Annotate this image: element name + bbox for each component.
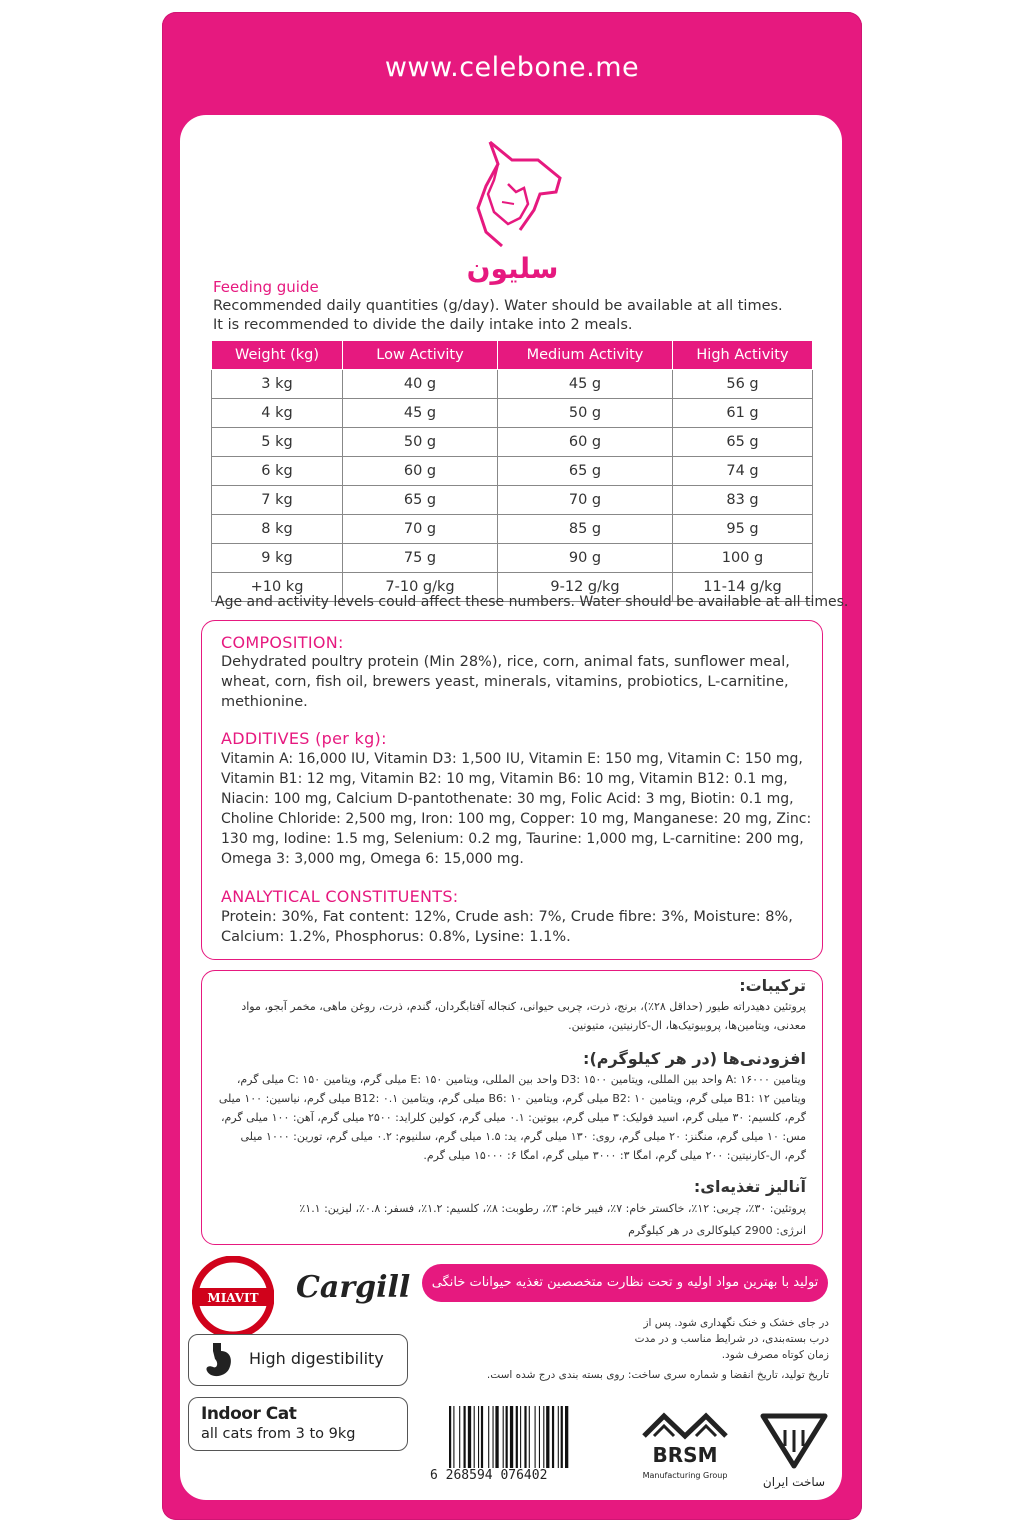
table-cell: 9 kg	[212, 544, 343, 573]
storage-line: در جای خشک و خنک نگهداری شود. پس از	[643, 1317, 829, 1329]
digestibility-badge	[188, 1334, 408, 1386]
table-cell: 5 kg	[212, 428, 343, 457]
digestibility-label: High digestibility	[249, 1349, 384, 1368]
made-in-iran-label: ساخت ایران	[762, 1475, 826, 1489]
persian-additives-title: افزودنی‌ها (در هر کیلوگرم):	[583, 1049, 806, 1068]
dog-cat-logo-icon	[468, 134, 568, 254]
table-cell: 40 g	[343, 370, 498, 399]
feeding-guide-line2: It is recommended to divide the daily intake into 2 meals.	[213, 317, 633, 333]
feeding-guide-line1: Recommended daily quantities (g/day). Water should be available at all times.	[213, 298, 783, 314]
table-row	[212, 486, 813, 515]
table-cell: 61 g	[673, 399, 813, 428]
table-row	[212, 399, 813, 428]
table-cell: 83 g	[673, 486, 813, 515]
table-cell: 11-14 g/kg	[673, 573, 813, 602]
table-cell: 65 g	[343, 486, 498, 515]
persian-analysis-text: پروتئین: ۳۰٪، چربی: ۱۲٪، خاکستر خام: ۷٪، فیبر خام: ۳٪، رطوبت: ۸٪، کلسیم: ۱.۲٪، فسفر: ۰.۸٪، لیزین: ۱.۱٪	[299, 1202, 806, 1215]
table-row	[212, 428, 813, 457]
miavit-logo	[192, 1256, 274, 1338]
composition-text: Dehydrated poultry protein (Min 28%), rice, corn, animal fats, sunflower meal, wheat, corn, fish oil, brewers yeast, minerals, vitamins, probiotics, L-carnitine, methionine.	[221, 654, 790, 710]
cargill-logo: Cargill	[296, 1270, 411, 1305]
table-cell: 85 g	[498, 515, 673, 544]
table-cell: 90 g	[498, 544, 673, 573]
made-in-iran-icon	[755, 1410, 833, 1490]
barcode-number: 6 268594 076402	[430, 1468, 548, 1483]
table-cell: 100 g	[673, 544, 813, 573]
header-high: High Activity	[673, 341, 813, 370]
quality-banner: تولید با بهترین مواد اولیه و تحت نظارت متخصصین تغذیه حیوانات خانگی	[422, 1264, 828, 1302]
feeding-note: Age and activity levels could affect these numbers. Water should be available at all times.	[215, 594, 849, 610]
table-cell: 9-12 g/kg	[498, 573, 673, 602]
brsm-logo	[640, 1410, 730, 1482]
table-cell: 8 kg	[212, 515, 343, 544]
table-cell: 70 g	[343, 515, 498, 544]
feeding-table-header	[212, 341, 813, 370]
table-cell: 65 g	[498, 457, 673, 486]
storage-instructions	[429, 1315, 829, 1383]
indoor-cat-subtitle: all cats from 3 to 9kg	[201, 1426, 356, 1442]
table-cell: 60 g	[343, 457, 498, 486]
table-cell: 50 g	[343, 428, 498, 457]
persian-analysis-title: آنالیز تغذیه‌ای:	[693, 1177, 806, 1196]
table-cell: 4 kg	[212, 399, 343, 428]
storage-line: تاریخ تولید، تاریخ انقضا و شماره سری ساخت: روی بسته بندی درج شده است.	[486, 1369, 829, 1381]
persian-composition-title: ترکیبات:	[739, 976, 806, 995]
storage-line: درب بسته‌بندی، در شرایط مناسب و در مدت	[634, 1333, 829, 1345]
persian-additives-text: ویتامین A: ۱۶۰۰۰ واحد بین المللی، ویتامین D3: ۱۵۰۰ واحد بین المللی، ویتامین E: ۱۵۰ میلی گرم، ویتامین C: ۱۵۰ میلی گرم، ویتامین B1: ۱۲ میلی گرم، ویتامین B2: ۱۰ میلی گرم، ویتامین B6: ۱۰ میلی گرم، ویتامین B12: ۰.۱ میلی گرم، نیاسین: ۱۰۰ میلی گرم، کلسیم: ۳۰ میلی گرم، اسید فولیک: ۳ میلی گرم، بیوتین: ۰.۱ میلی گرم، کولین کلراید: ۲۵۰۰ میلی گرم، آهن: ۱۰۰ میلی گرم، مس: ۱۰ میلی گرم، منگنز: ۲۰ میلی گرم، روی: ۱۳۰ میلی گرم، ید: ۱.۵ میلی گرم، سلنیوم: ۰.۲ میلی گرم، تورین: ۱۰۰۰ میلی گرم، ال-کارنیتین: ۲۰۰ میلی گرم، امگا ۳: ۳۰۰۰ میلی گرم، امگا ۶: ۱۵۰۰۰ میلی گرم.	[218, 1073, 806, 1162]
barcode	[447, 1406, 605, 1468]
brand-name: سلیون	[466, 252, 559, 285]
table-cell: 50 g	[498, 399, 673, 428]
stomach-icon	[201, 1341, 235, 1379]
header-low: Low Activity	[343, 341, 498, 370]
table-cell: 7-10 g/kg	[343, 573, 498, 602]
indoor-cat-badge	[188, 1397, 408, 1451]
table-cell: 6 kg	[212, 457, 343, 486]
website-url: www.celebone.me	[384, 52, 640, 83]
table-cell: 7 kg	[212, 486, 343, 515]
additives-text: Vitamin A: 16,000 IU, Vitamin D3: 1,500 IU, Vitamin E: 150 mg, Vitamin C: 150 mg, Vitamin B1: 12 mg, Vitamin B2: 10 mg, Vitamin B6: 10 mg, Vitamin B12: 0.1 mg, Niacin: 100 mg, Calcium D-pantothenate: 30 mg, Folic Acid: 3 mg, Biotin: 0.1 mg, Choline Chloride: 2,500 mg, Iron: 100 mg, Copper: 10 mg, Manganese: 20 mg, Zinc: 130 mg, Iodine: 1.5 mg, Selenium: 0.2 mg, Taurine: 1,000 mg, L-carnitine: 200 mg, Omega 3: 3,000 mg, Omega 6: 15,000 mg.	[221, 751, 812, 867]
table-cell: +10 kg	[212, 573, 343, 602]
header-weight: Weight (kg)	[212, 341, 343, 370]
feeding-table	[211, 340, 813, 602]
table-cell: 70 g	[498, 486, 673, 515]
table-cell: 95 g	[673, 515, 813, 544]
table-row	[212, 457, 813, 486]
table-cell: 45 g	[343, 399, 498, 428]
table-cell: 45 g	[498, 370, 673, 399]
table-row	[212, 544, 813, 573]
table-cell: 75 g	[343, 544, 498, 573]
table-cell: 3 kg	[212, 370, 343, 399]
table-cell: 60 g	[498, 428, 673, 457]
table-row	[212, 370, 813, 399]
additives-title: ADDITIVES (per kg):	[221, 729, 387, 748]
brsm-name: BRSM	[652, 1443, 718, 1467]
feeding-guide-title: Feeding guide	[213, 278, 319, 296]
table-row	[212, 515, 813, 544]
table-cell: 56 g	[673, 370, 813, 399]
analytical-text: Protein: 30%, Fat content: 12%, Crude ash: 7%, Crude fibre: 3%, Moisture: 8%, Calcium: 1.2%, Phosphorus: 0.8%, Lysine: 1.1%.	[221, 909, 793, 945]
header-medium: Medium Activity	[498, 341, 673, 370]
indoor-cat-title: Indoor Cat	[201, 1404, 297, 1424]
persian-energy-text: انرژی: 2900 کیلوکالری در هر کیلوگرم	[628, 1224, 806, 1237]
analytical-title: ANALYTICAL CONSTITUENTS:	[221, 887, 459, 906]
table-cell: 74 g	[673, 457, 813, 486]
composition-title: COMPOSITION:	[221, 633, 344, 652]
storage-line: زمان کوتاه مصرف شود.	[721, 1349, 829, 1361]
table-cell: 65 g	[673, 428, 813, 457]
persian-composition-text: پروتئین دهیدراته طیور (حداقل ۲۸٪)، برنج، ذرت، چربی حیوانی، کنجاله آفتابگردان، گندم، ذرت، روغن ماهی، مخمر آبجو، مواد معدنی، ویتامین‌ها، پروبیوتیک‌ها، ال-کارنیتین، متیونین.	[241, 1000, 806, 1032]
brsm-sub: Manufacturing Group	[642, 1471, 728, 1480]
miavit-label: MIAVIT	[207, 1291, 259, 1305]
